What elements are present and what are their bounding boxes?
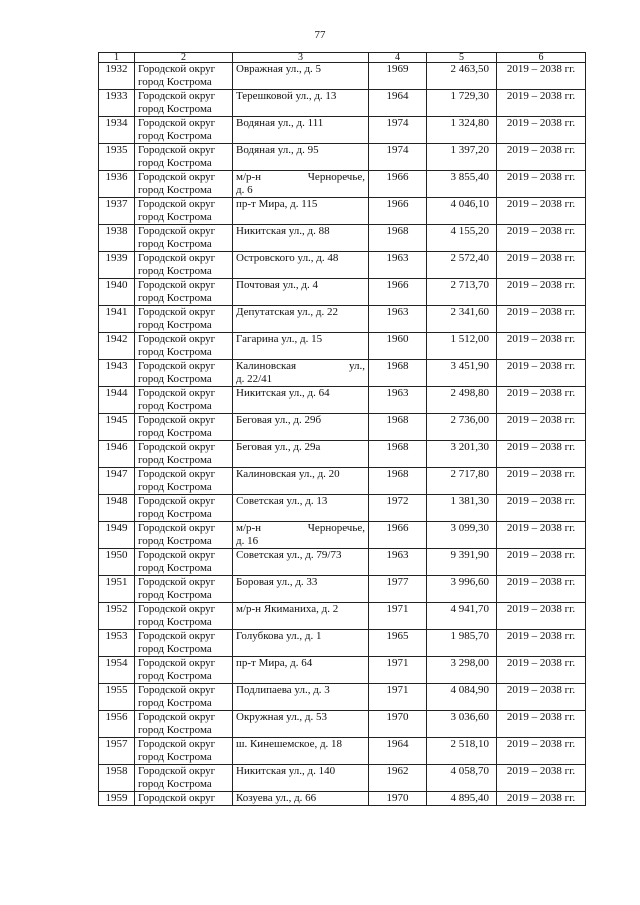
period-cell: 2019 – 2038 гг. [497,414,586,441]
year-cell: 1963 [369,387,427,414]
table-row [99,441,586,468]
period-cell: 2019 – 2038 гг. [497,360,586,387]
municipality-cell: Городской округ [135,792,233,806]
address-cell: Водяная ул., д. 95 [233,144,369,171]
period-cell: 2019 – 2038 гг. [497,63,586,90]
address-cell: Беговая ул., д. 29б [233,414,369,441]
address-cell: Островского ул., д. 48 [233,252,369,279]
row-number: 1947 [99,468,135,495]
municipality-cell: Городской округ город Кострома [135,306,233,333]
table-row [99,333,586,360]
row-number: 1943 [99,360,135,387]
address-cell: Никитская ул., д. 140 [233,765,369,792]
period-cell: 2019 – 2038 гг. [497,117,586,144]
period-cell: 2019 – 2038 гг. [497,495,586,522]
table-row [99,684,586,711]
municipality-cell: Городской округ город Кострома [135,171,233,198]
table-row [99,306,586,333]
table-row [99,522,586,549]
row-number: 1949 [99,522,135,549]
period-cell: 2019 – 2038 гг. [497,711,586,738]
period-cell: 2019 – 2038 гг. [497,333,586,360]
area-cell: 1 397,20 [427,144,497,171]
area-cell: 3 201,30 [427,441,497,468]
municipality-cell: Городской округ город Кострома [135,522,233,549]
address-cell: м/р-н Черноречье, д. 16 [233,522,369,549]
period-cell: 2019 – 2038 гг. [497,468,586,495]
area-cell: 3 099,30 [427,522,497,549]
area-cell: 1 512,00 [427,333,497,360]
year-cell: 1970 [369,711,427,738]
header-row [99,53,586,63]
period-cell: 2019 – 2038 гг. [497,765,586,792]
area-cell: 2 572,40 [427,252,497,279]
period-cell: 2019 – 2038 гг. [497,576,586,603]
period-cell: 2019 – 2038 гг. [497,738,586,765]
row-number: 1932 [99,63,135,90]
address-cell: Водяная ул., д. 111 [233,117,369,144]
row-number: 1939 [99,252,135,279]
address-cell: пр-т Мира, д. 64 [233,657,369,684]
period-cell: 2019 – 2038 гг. [497,630,586,657]
municipality-cell: Городской округ город Кострома [135,576,233,603]
row-number: 1954 [99,657,135,684]
table-row [99,117,586,144]
row-number: 1938 [99,225,135,252]
year-cell: 1968 [369,360,427,387]
area-cell: 3 996,60 [427,576,497,603]
municipality-cell: Городской округ город Кострома [135,657,233,684]
year-cell: 1964 [369,738,427,765]
year-cell: 1963 [369,549,427,576]
period-cell: 2019 – 2038 гг. [497,792,586,806]
row-number: 1952 [99,603,135,630]
area-cell: 2 341,60 [427,306,497,333]
period-cell: 2019 – 2038 гг. [497,252,586,279]
row-number: 1937 [99,198,135,225]
table-row [99,495,586,522]
year-cell: 1966 [369,198,427,225]
area-cell: 1 324,80 [427,117,497,144]
municipality-cell: Городской округ город Кострома [135,387,233,414]
address-cell: Овражная ул., д. 5 [233,63,369,90]
row-number: 1957 [99,738,135,765]
period-cell: 2019 – 2038 гг. [497,306,586,333]
table-row [99,414,586,441]
area-cell: 3 298,00 [427,657,497,684]
row-number: 1959 [99,792,135,806]
municipality-cell: Городской округ город Кострома [135,630,233,657]
municipality-cell: Городской округ город Кострома [135,198,233,225]
year-cell: 1968 [369,414,427,441]
municipality-cell: Городской округ город Кострома [135,765,233,792]
municipality-cell: Городской округ город Кострома [135,333,233,360]
area-cell: 2 463,50 [427,63,497,90]
period-cell: 2019 – 2038 гг. [497,657,586,684]
year-cell: 1969 [369,63,427,90]
table-row [99,225,586,252]
row-number: 1945 [99,414,135,441]
year-cell: 1962 [369,765,427,792]
area-cell: 1 985,70 [427,630,497,657]
area-cell: 9 391,90 [427,549,497,576]
address-cell: Калиновская ул., д. 22/41 [233,360,369,387]
period-cell: 2019 – 2038 гг. [497,144,586,171]
municipality-cell: Городской округ город Кострома [135,414,233,441]
area-cell: 4 084,90 [427,684,497,711]
address-cell: Гагарина ул., д. 15 [233,333,369,360]
municipality-cell: Городской округ город Кострома [135,90,233,117]
area-cell: 2 713,70 [427,279,497,306]
address-cell: пр-т Мира, д. 115 [233,198,369,225]
row-number: 1935 [99,144,135,171]
address-cell: ш. Кинешемское, д. 18 [233,738,369,765]
row-number: 1955 [99,684,135,711]
year-cell: 1966 [369,279,427,306]
year-cell: 1977 [369,576,427,603]
municipality-cell: Городской округ город Кострома [135,603,233,630]
col-header-2: 2 [135,53,233,63]
address-cell: Калиновская ул., д. 20 [233,468,369,495]
address-cell: Голубкова ул., д. 1 [233,630,369,657]
year-cell: 1971 [369,603,427,630]
table-row [99,90,586,117]
year-cell: 1964 [369,90,427,117]
col-header-6: 6 [497,53,586,63]
table-row [99,252,586,279]
page-number: 77 [314,29,326,41]
municipality-cell: Городской округ город Кострома [135,360,233,387]
col-header-5: 5 [427,53,497,63]
period-cell: 2019 – 2038 гг. [497,441,586,468]
table-row [99,792,586,806]
row-number: 1936 [99,171,135,198]
row-number: 1940 [99,279,135,306]
row-number: 1953 [99,630,135,657]
address-cell: Подлипаева ул., д. 3 [233,684,369,711]
period-cell: 2019 – 2038 гг. [497,171,586,198]
table-row [99,711,586,738]
period-cell: 2019 – 2038 гг. [497,387,586,414]
period-cell: 2019 – 2038 гг. [497,90,586,117]
municipality-cell: Городской округ город Кострома [135,441,233,468]
year-cell: 1972 [369,495,427,522]
row-number: 1956 [99,711,135,738]
period-cell: 2019 – 2038 гг. [497,684,586,711]
area-cell: 3 451,90 [427,360,497,387]
period-cell: 2019 – 2038 гг. [497,225,586,252]
table-row [99,549,586,576]
municipality-cell: Городской округ город Кострома [135,279,233,306]
area-cell: 3 855,40 [427,171,497,198]
municipality-cell: Городской округ город Кострома [135,144,233,171]
municipality-cell: Городской округ город Кострома [135,117,233,144]
table-row [99,630,586,657]
area-cell: 4 895,40 [427,792,497,806]
address-cell: м/р-н Якиманиха, д. 2 [233,603,369,630]
municipality-cell: Городской округ город Кострома [135,468,233,495]
table-row [99,360,586,387]
address-cell: Никитская ул., д. 88 [233,225,369,252]
area-cell: 4 046,10 [427,198,497,225]
year-cell: 1965 [369,630,427,657]
address-cell: Депутатская ул., д. 22 [233,306,369,333]
address-cell: Советская ул., д. 13 [233,495,369,522]
area-cell: 4 058,70 [427,765,497,792]
row-number: 1933 [99,90,135,117]
period-cell: 2019 – 2038 гг. [497,549,586,576]
col-header-3: 3 [233,53,369,63]
housing-table [98,52,586,806]
area-cell: 4 941,70 [427,603,497,630]
area-cell: 3 036,60 [427,711,497,738]
area-cell: 4 155,20 [427,225,497,252]
row-number: 1946 [99,441,135,468]
row-number: 1958 [99,765,135,792]
year-cell: 1971 [369,657,427,684]
period-cell: 2019 – 2038 гг. [497,522,586,549]
year-cell: 1971 [369,684,427,711]
year-cell: 1966 [369,522,427,549]
year-cell: 1974 [369,144,427,171]
table-row [99,576,586,603]
period-cell: 2019 – 2038 гг. [497,603,586,630]
municipality-cell: Городской округ город Кострома [135,738,233,765]
year-cell: 1960 [369,333,427,360]
address-cell: м/р-н Черноречье, д. 6 [233,171,369,198]
table-row [99,144,586,171]
address-cell: Терешковой ул., д. 13 [233,90,369,117]
table-row [99,738,586,765]
address-cell: Советская ул., д. 79/73 [233,549,369,576]
table-row [99,63,586,90]
col-header-4: 4 [369,53,427,63]
year-cell: 1968 [369,441,427,468]
year-cell: 1974 [369,117,427,144]
period-cell: 2019 – 2038 гг. [497,198,586,225]
municipality-cell: Городской округ город Кострома [135,711,233,738]
area-cell: 2 498,80 [427,387,497,414]
period-cell: 2019 – 2038 гг. [497,279,586,306]
municipality-cell: Городской округ город Кострома [135,63,233,90]
address-cell: Окружная ул., д. 53 [233,711,369,738]
area-cell: 2 717,80 [427,468,497,495]
row-number: 1942 [99,333,135,360]
row-number: 1941 [99,306,135,333]
year-cell: 1963 [369,252,427,279]
area-cell: 2 518,10 [427,738,497,765]
address-cell: Беговая ул., д. 29а [233,441,369,468]
address-cell: Почтовая ул., д. 4 [233,279,369,306]
area-cell: 1 381,30 [427,495,497,522]
table-row [99,657,586,684]
row-number: 1934 [99,117,135,144]
address-cell: Никитская ул., д. 64 [233,387,369,414]
address-cell: Козуева ул., д. 66 [233,792,369,806]
year-cell: 1968 [369,468,427,495]
table-row [99,603,586,630]
table-row [99,279,586,306]
row-number: 1944 [99,387,135,414]
municipality-cell: Городской округ город Кострома [135,684,233,711]
row-number: 1948 [99,495,135,522]
municipality-cell: Городской округ город Кострома [135,225,233,252]
table-row [99,198,586,225]
table-row [99,468,586,495]
year-cell: 1968 [369,225,427,252]
municipality-cell: Городской округ город Кострома [135,495,233,522]
row-number: 1950 [99,549,135,576]
table-row [99,387,586,414]
address-cell: Боровая ул., д. 33 [233,576,369,603]
year-cell: 1963 [369,306,427,333]
municipality-cell: Городской округ город Кострома [135,549,233,576]
municipality-cell: Городской округ город Кострома [135,252,233,279]
year-cell: 1970 [369,792,427,806]
table-row [99,765,586,792]
area-cell: 2 736,00 [427,414,497,441]
row-number: 1951 [99,576,135,603]
table-row [99,171,586,198]
col-header-1: 1 [99,53,135,63]
area-cell: 1 729,30 [427,90,497,117]
year-cell: 1966 [369,171,427,198]
